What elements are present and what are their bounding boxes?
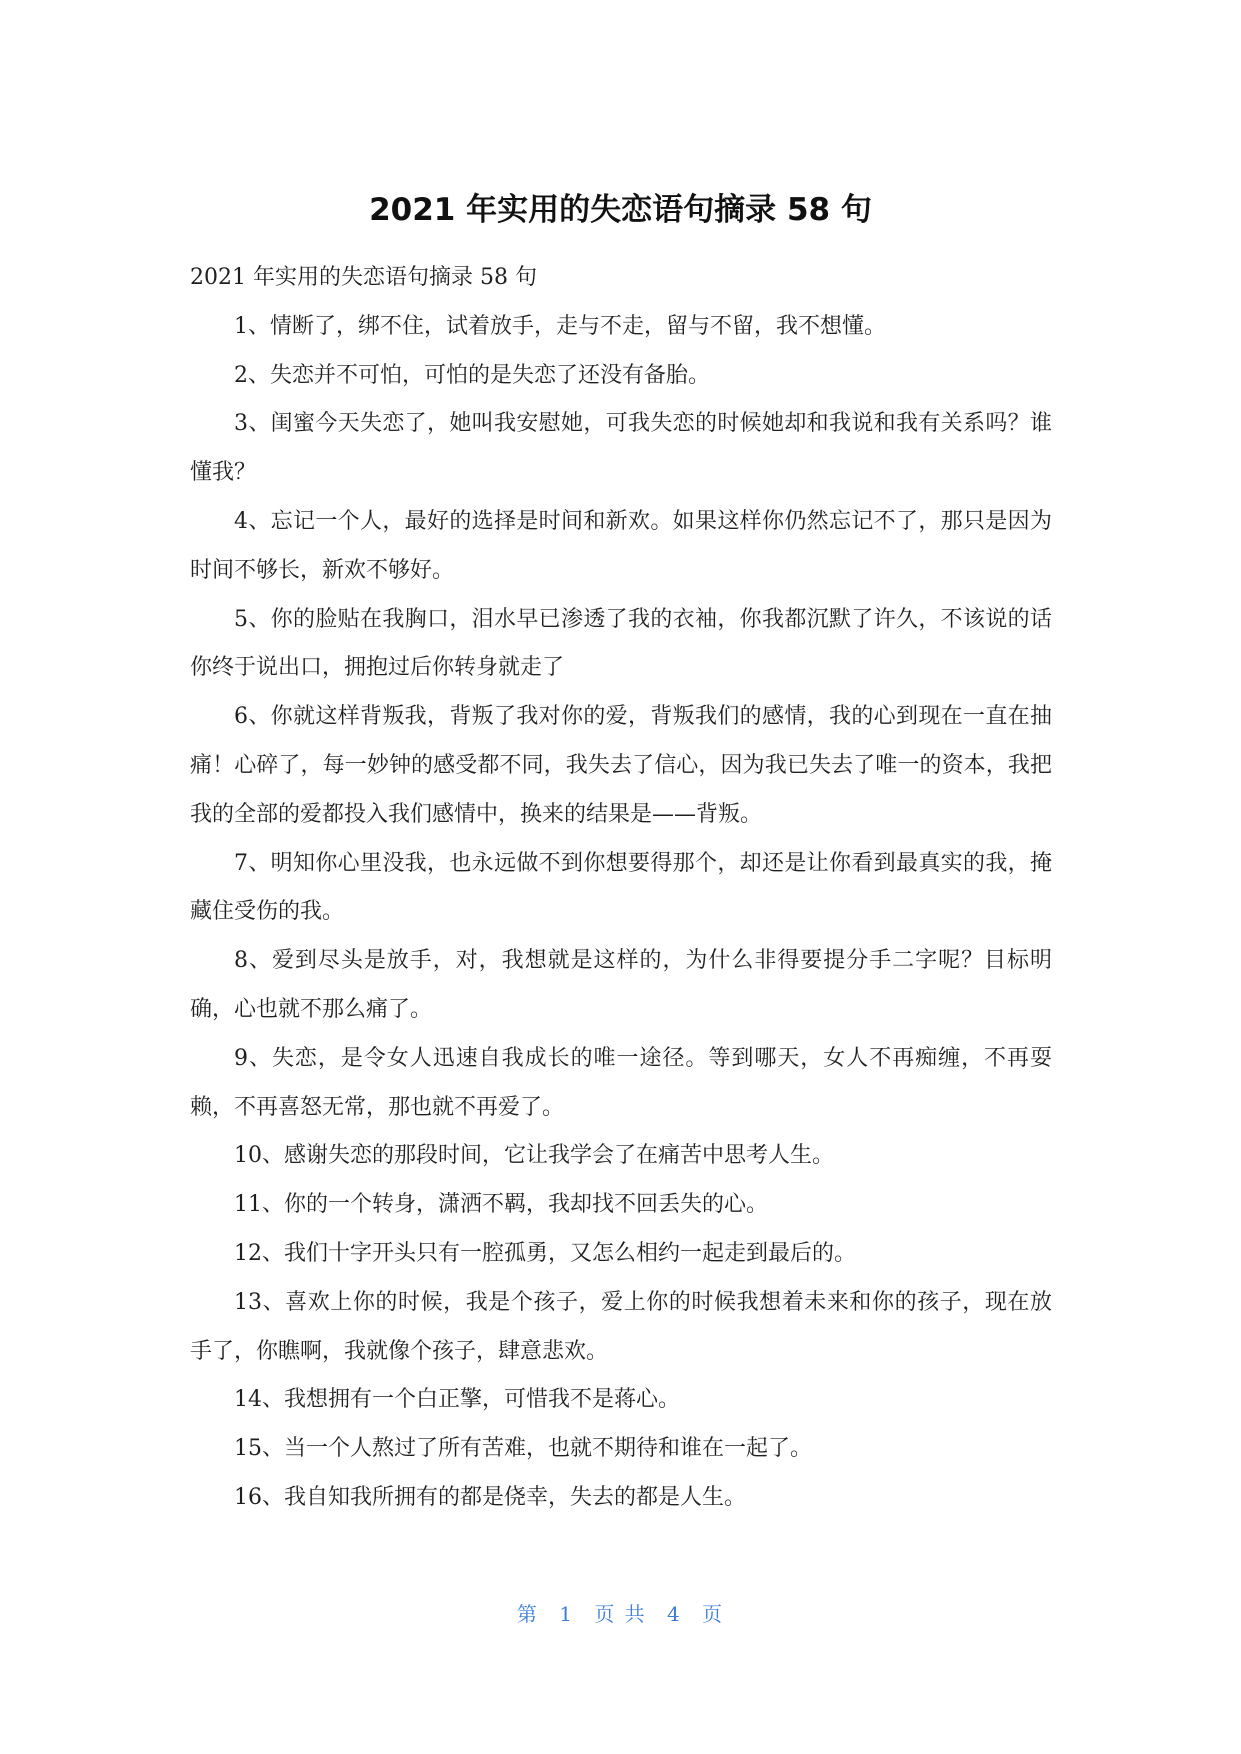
list-item: 2、失恋并不可怕，可怕的是失恋了还没有备胎。 xyxy=(234,362,710,388)
total-pages-number: 4 xyxy=(667,1602,682,1626)
page-footer xyxy=(0,1598,1241,1627)
list-item: 11、你的一个转身，潇洒不羁，我却找不回丢失的心。 xyxy=(234,1192,768,1218)
list-item: 10、感谢失恋的那段时间，它让我学会了在痛苦中思考人生。 xyxy=(234,1143,834,1169)
document-subtitle: 2021 年实用的失恋语句摘录 58 句 xyxy=(190,265,537,290)
list-item: 6、你就这样背叛我，背叛了我对你的爱，背叛我们的感情，我的心到现在一直在抽痛！心碎了，每一妙钟的感受都不同，我失去了信心，因为我已失去了唯一的资本，我把我的全部的爱都投入我们感情中，换来的结果是——背叛。 xyxy=(190,704,1052,827)
list-item: 12、我们十字开头只有一腔孤勇，又怎么相约一起走到最后的。 xyxy=(234,1240,856,1266)
list-item: 13、喜欢上你的时候，我是个孩子，爱上你的时候我想着未来和你的孩子，现在放手了，你瞧啊，我就像个孩子，肆意悲欢。 xyxy=(190,1289,1052,1364)
list-item: 7、明知你心里没我，也永远做不到你想要得那个，却还是让你看到最真实的我，掩藏住受伤的我。 xyxy=(190,850,1052,925)
page-middle-text: 页 共 xyxy=(594,1602,647,1626)
list-item: 1、情断了，绑不住，试着放手，走与不走，留与不留，我不想懂。 xyxy=(234,313,886,339)
list-item: 8、爱到尽头是放手，对，我想就是这样的，为什么非得要提分手二字呢？目标明确，心也就不那么痛了。 xyxy=(190,948,1052,1022)
current-page-number: 1 xyxy=(559,1602,574,1626)
document-body xyxy=(190,254,1052,1523)
list-item: 4、忘记一个人，最好的选择是时间和新欢。如果这样你仍然忘记不了，那只是因为时间不够长，新欢不够好。 xyxy=(190,508,1052,583)
list-item: 15、当一个人熬过了所有苦难，也就不期待和谁在一起了。 xyxy=(234,1436,812,1462)
list-item: 14、我想拥有一个白正擎，可惜我不是蒋心。 xyxy=(234,1387,680,1413)
page-prefix: 第 xyxy=(516,1602,539,1626)
document-title: 2021 年实用的失恋语句摘录 58 句 xyxy=(369,192,872,228)
page-suffix: 页 xyxy=(702,1602,725,1626)
list-item: 5、你的脸贴在我胸口，泪水早已渗透了我的衣袖，你我都沉默了许久，不该说的话你终于说出口，拥抱过后你转身就走了 xyxy=(190,606,1052,681)
list-item: 3、闺蜜今天失恋了，她叫我安慰她，可我失恋的时候她却和我说和我有关系吗？谁懂我？ xyxy=(190,411,1052,486)
list-item: 9、失恋，是令女人迅速自我成长的唯一途径。等到哪天，女人不再痴缠，不再耍赖，不再喜怒无常，那也就不再爱了。 xyxy=(190,1045,1052,1120)
list-item: 16、我自知我所拥有的都是侥幸，失去的都是人生。 xyxy=(234,1484,746,1510)
